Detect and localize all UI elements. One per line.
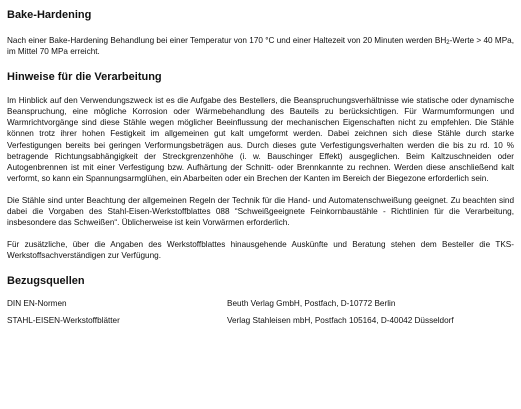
bake-hardening-section: [7, 8, 514, 57]
consulting-paragraph: Für zusätzliche, über die Angaben des Werkstoffblattes hinausgehende Auskünfte und Beratung stehen dem Besteller die TKS-Werkstoffsachverständigen zur Verfügung.: [7, 240, 514, 261]
sources-heading: Bezugsquellen: [7, 275, 85, 288]
welding-paragraph: Die Stähle sind unter Beachtung der allgemeinen Regeln der Technik für die Hand- und Automatenschweißung geeignet. Zu beachten sind dabei die Vorgaben des Stahl-Eisen-Werkstoffblattes 088 “Schweißgeeignete Feinkornbaustähle - Richtlinien für die Verarbeitung, insbesondere das Schweißen“. Üblicherweise ist kein Vorwärmen erforderlich.: [7, 195, 514, 228]
source-name: DIN EN-Normen: [7, 299, 67, 309]
source-publisher: Beuth Verlag GmbH, Postfach, D-10772 Berlin: [227, 299, 396, 309]
processing-notes-heading: Hinweise für die Verarbeitung: [7, 71, 162, 84]
source-name: STAHL-EISEN-Werkstoffblätter: [7, 316, 120, 326]
bake-hardening-heading: Bake-Hardening: [7, 9, 92, 21]
bh-subscript: 2: [446, 40, 450, 46]
sources-table: [7, 298, 514, 326]
bake-hardening-text-a: Nach einer Bake-Hardening Behandlung bei einer Temperatur von 170 °C und einer Haltezeit von 20 Minuten werden BH: [7, 36, 447, 45]
processing-paragraph: Im Hinblick auf den Verwendungszweck ist es die Aufgabe des Bestellers, die Beanspruchungsverhältnisse wie statische oder dynamische Beanspruchung, eine mögliche Korrosion oder Wärmebehandlung des Bauteils zu berücksichtigen. Für Warmumformungen und Warmrichtvorgänge sind diese Stähle wegen möglicher Beeinflussung der mechanischen Eigenschaften nicht zu empfehlen. Die Stähle können trotz ihrer hohen Festigkeit im allgemeinen gut kalt umgeformt werden. Dabei zeichnen sich diese Stähle durch starke Verfestigungen bereits bei geringen Verformungsbeträgen aus. Durch dieses gute Verfestigungsverhalten werden die bis zu rd. 10 % betragende Richtungsabhängigkeit der Streckgrenzenhöhe (i. w. Bauschinger Effekt) ausgeglichen. Beim Kaltzuschneiden oder Autogenbrennen ist mit einer Verfestigung bzw. Aufhärtung der Schnitt- oder Brennkannte zu rechnen. Werden diese anschließend kalt verformt, so kann ein Spannungsarmglühen, ein Abarbeiten oder ein Brechen der Kanten im Bereich der Biegezone erforderlich sein.: [7, 96, 514, 183]
bake-hardening-text: [7, 35, 514, 57]
processing-notes-section: [7, 70, 514, 261]
document-page: [7, 8, 514, 326]
sources-section: [7, 274, 514, 326]
bake-hardening-text-b: -Werte > 40 MPa, im Mittel 70 MPa erreicht.: [7, 36, 514, 57]
source-publisher: Verlag Stahleisen mbH, Postfach 105164, D-40042 Düsseldorf: [227, 316, 454, 326]
